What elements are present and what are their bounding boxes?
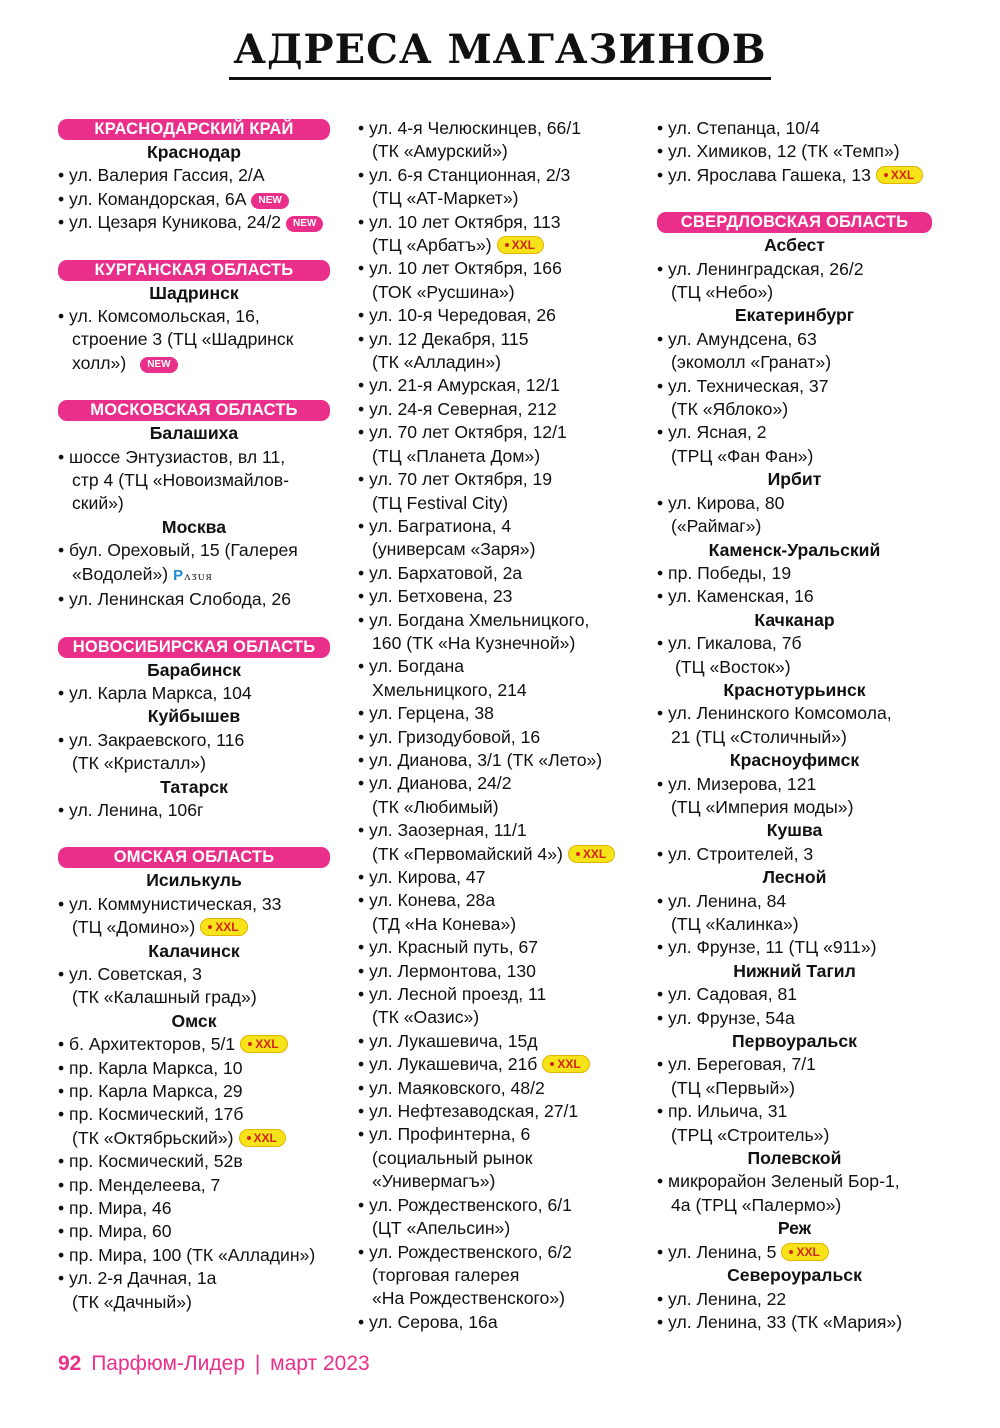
xxl-badge: XXL — [876, 166, 923, 184]
address-line: • ул. Красный путь, 67 — [358, 937, 539, 958]
city-name: Реж — [777, 1218, 812, 1239]
address-text: • ул. Командорская, 6А — [58, 188, 247, 209]
address-line — [657, 164, 932, 187]
page-title: АДРЕСА МАГАЗИНОВ — [229, 26, 770, 80]
address-line: • ул. Дианова, 3/1 (ТК «Лето») — [358, 749, 603, 770]
address-line: • ул. Лесной проезд, 11 — [358, 984, 547, 1005]
address-text: (ТЦ «Домино») — [72, 917, 196, 938]
city-name: Асбест — [764, 235, 825, 256]
address-line: • ул. Амундсена, 63 — [657, 328, 817, 349]
address-line: (ТРЦ «Фан Фан») — [671, 445, 814, 466]
address-line — [358, 1053, 638, 1076]
address-line: • ул. 10 лет Октября, 113 — [358, 211, 561, 232]
address-line: • ул. Конева, 28а — [358, 890, 496, 911]
address-line: (ТЦ «Планета Дом») — [372, 445, 541, 466]
address-line: • ул. 70 лет Октября, 19 — [358, 469, 553, 490]
new-badge: NEW — [251, 193, 288, 209]
address-line: 4а (ТРЦ «Палермо») — [671, 1194, 842, 1215]
address-line: • ул. Ленинградская, 26/2 — [657, 258, 864, 279]
address-line: • ул. Ленина, 84 — [657, 890, 787, 911]
address-line: • ул. Бетховена, 23 — [358, 586, 513, 607]
issue-date: март 2023 — [270, 1352, 370, 1375]
address-line: «На Рождественского») — [372, 1288, 565, 1309]
address-line: • ул. Гризодубовой, 16 — [358, 726, 541, 747]
city-name: Кушва — [766, 820, 823, 841]
address-line — [58, 188, 330, 211]
column-1 — [58, 117, 330, 1314]
city-name: Татарск — [160, 776, 228, 797]
address-line: (ТЦ «Небо») — [671, 282, 774, 303]
address-text: (ТК «Октябрьский») — [72, 1127, 234, 1148]
address-line — [358, 843, 638, 866]
address-line — [58, 352, 330, 375]
address-line: • ул. Ленина, 33 (ТК «Мария») — [657, 1311, 903, 1332]
address-line: (ТК «Калашный град») — [72, 987, 257, 1008]
address-line: • ул. Рождественского, 6/2 — [358, 1241, 572, 1262]
address-line: • пр. Менделеева, 7 — [58, 1174, 221, 1195]
address-text: • б. Архитекторов, 5/1 — [58, 1034, 236, 1055]
address-line: • ул. Серова, 16а — [358, 1311, 498, 1332]
address-line: (ТЦ «Калинка») — [671, 914, 799, 934]
city-name: Екатеринбург — [734, 305, 855, 326]
new-badge: NEW — [286, 216, 323, 232]
address-line: • ул. 12 Декабря, 115 — [358, 328, 529, 349]
address-line: • пр. Космический, 52в — [58, 1151, 243, 1172]
address-line: (ТК «Любимый) — [372, 796, 499, 817]
address-line: (ТОК «Русшина») — [372, 281, 515, 302]
address-line: • ул. Каменская, 16 — [657, 586, 814, 607]
address-line: (ЦТ «Апельсин») — [372, 1218, 511, 1239]
address-line: • микрорайон Зеленый Бор-1, — [657, 1171, 900, 1192]
city-name: Барабинск — [147, 659, 241, 680]
address-line: Хмельницкого, 214 — [372, 679, 527, 700]
new-badge: NEW — [140, 357, 177, 373]
address-line: (ТЦ «АТ-Маркет») — [372, 188, 519, 209]
address-text: • ул. Ленина, 5 — [657, 1241, 777, 1262]
address-line: • ул. Лукашевича, 15д — [358, 1030, 538, 1051]
city-name: Нижний Тагил — [733, 960, 856, 981]
address-line: • ул. Коммунистическая, 33 — [58, 893, 282, 914]
address-line: 21 (ТЦ «Столичный») — [671, 726, 847, 747]
region-header: МОСКОВСКАЯ ОБЛАСТЬ — [58, 400, 330, 421]
address-line: (ТК «Дачный») — [72, 1291, 192, 1312]
address-line: • ул. Богдана — [358, 656, 465, 677]
address-line: • ул. Ясная, 2 — [657, 422, 767, 443]
address-line: (ТЦ «Первый») — [671, 1077, 795, 1098]
address-line: • ул. 4-я Челюскинцев, 66/1 — [358, 118, 582, 138]
address-line: (ТК «Оазис») — [372, 1007, 480, 1028]
address-line: • ул. Кирова, 47 — [358, 867, 486, 887]
address-line: • ул. 10 лет Октября, 166 — [358, 258, 562, 279]
address-line: • бул. Ореховый, 15 (Галерея — [58, 540, 298, 561]
address-text: «Водолей») — [72, 563, 169, 584]
address-text: (ТК «Первомайский 4») — [372, 843, 563, 864]
address-line: • ул. Ленинская Слобода, 26 — [58, 589, 291, 610]
address-line: • ул. Ленинского Комсомола, — [657, 703, 892, 724]
address-line: • пр. Мира, 100 (ТК «Алладин») — [58, 1244, 316, 1265]
region-header: НОВОСИБИРСКАЯ ОБЛАСТЬ — [58, 637, 330, 658]
address-line: • ул. 6-я Станционная, 2/3 — [358, 164, 571, 185]
address-line: • пр. Ильича, 31 — [657, 1101, 788, 1122]
column-2 — [358, 117, 638, 1334]
address-line: • ул. 2-я Дачная, 1а — [58, 1268, 217, 1289]
address-line: (ТРЦ «Строитель») — [671, 1124, 830, 1145]
address-line — [58, 211, 330, 234]
address-line: • ул. Бархатовой, 2а — [358, 562, 523, 583]
region-header: КРАСНОДАРСКИЙ КРАЙ — [58, 119, 330, 140]
address-line: • ул. Заозерная, 11/1 — [358, 820, 527, 841]
address-line: (экомолл «Гранат») — [671, 352, 832, 373]
address-line: • пр. Карла Маркса, 29 — [58, 1081, 243, 1101]
address-line: (социальный рынок — [372, 1147, 533, 1168]
magazine-name: Парфюм-Лидер — [91, 1352, 246, 1375]
address-line: • ул. Техническая, 37 — [657, 375, 829, 396]
footer-separator: | — [254, 1352, 261, 1375]
address-line: • ул. 24-я Северная, 212 — [358, 398, 557, 419]
address-line: • ул. Кирова, 80 — [657, 492, 785, 513]
city-name: Балашиха — [149, 423, 239, 444]
address-line: ский») — [72, 493, 124, 514]
address-line: (ТК «Кристалл») — [72, 753, 207, 774]
region-header: КУРГАНСКАЯ ОБЛАСТЬ — [58, 260, 330, 281]
address-line: • ул. Закраевского, 116 — [58, 729, 245, 750]
address-line — [358, 234, 638, 257]
city-name: Качканар — [754, 609, 835, 630]
address-line — [58, 563, 330, 588]
address-line: • ул. Береговая, 7/1 — [657, 1054, 816, 1075]
address-line: (универсам «Заря») — [372, 539, 536, 560]
address-line: (ТЦ «Восток») — [675, 656, 791, 677]
address-line: (ТК «Алладин») — [372, 352, 502, 373]
address-text: • ул. Валерия Гассия, 2/А — [58, 165, 265, 186]
address-line: • ул. Лермонтова, 130 — [358, 960, 536, 981]
address-line: • шоссе Энтузиастов, вл 11, — [58, 446, 286, 467]
address-line: • ул. Советская, 3 — [58, 963, 202, 984]
city-name: Лесной — [762, 867, 827, 888]
address-line: • ул. Садовая, 81 — [657, 984, 798, 1005]
xxl-badge: XXL — [240, 1035, 287, 1053]
address-line — [657, 1241, 932, 1264]
city-name: Каменск-Уральский — [708, 539, 881, 560]
page-number: 92 — [58, 1352, 82, 1375]
city-name: Калачинск — [148, 940, 240, 961]
address-line: (ТК «Амурский») — [372, 141, 508, 162]
xxl-badge: XXL — [568, 845, 615, 863]
city-name: Краснодар — [147, 142, 241, 162]
address-line: • ул. Рождественского, 6/1 — [358, 1194, 572, 1215]
address-line: • ул. Багратиона, 4 — [358, 515, 512, 536]
address-line: • ул. Нефтезаводская, 27/1 — [358, 1101, 579, 1122]
rasya-logo-icon: Pᴧᴣᴜᴙ — [173, 566, 213, 584]
address-line: «Универмагъ») — [372, 1171, 496, 1192]
column-3 — [657, 117, 932, 1334]
address-line: (ТК «Яблоко») — [671, 399, 789, 420]
address-line: • ул. Фрунзе, 11 (ТЦ «911») — [657, 937, 877, 958]
address-line: • ул. Гикалова, 7б — [657, 633, 802, 654]
xxl-badge: XXL — [239, 1129, 286, 1147]
city-name: Первоуральск — [732, 1031, 857, 1052]
city-name: Омск — [171, 1010, 217, 1031]
address-line: • ул. Богдана Хмельницкого, — [358, 609, 590, 630]
address-line: (торговая галерея — [372, 1264, 520, 1285]
address-text: холл») — [72, 352, 127, 373]
xxl-badge: XXL — [200, 918, 247, 936]
address-line: (ТЦ «Империя моды») — [671, 796, 854, 817]
city-name: Красноуфимск — [729, 750, 860, 771]
address-line: • ул. Фрунзе, 54а — [657, 1007, 795, 1028]
page-title-wrap — [0, 26, 1000, 80]
address-text: (ТЦ «Арбатъ») — [372, 235, 492, 256]
address-line: • ул. Строителей, 3 — [657, 843, 814, 864]
xxl-badge: XXL — [781, 1243, 828, 1261]
address-text: • ул. Лукашевича, 21б — [358, 1054, 538, 1075]
page-footer — [58, 1352, 370, 1376]
address-line: • ул. Профинтерна, 6 — [358, 1124, 531, 1145]
address-line: • ул. Ленина, 22 — [657, 1288, 787, 1309]
address-line: • ул. Маяковского, 48/2 — [358, 1077, 545, 1098]
address-line: стр 4 (ТЦ «Новоизмайлов- — [72, 470, 289, 491]
address-line — [58, 1033, 330, 1056]
city-name: Североуральск — [727, 1265, 862, 1286]
city-name: Москва — [161, 516, 227, 537]
address-line: • ул. 10-я Чередовая, 26 — [358, 305, 556, 326]
address-line: • пр. Мира, 60 — [58, 1221, 172, 1242]
address-line: (ТЦ Festival City) — [372, 492, 509, 513]
address-line: • ул. Ленина, 106г — [58, 799, 204, 820]
region-header: СВЕРДЛОВСКАЯ ОБЛАСТЬ — [657, 212, 932, 233]
address-line: • ул. Карла Маркса, 104 — [58, 682, 252, 703]
city-name: Исилькуль — [146, 870, 242, 891]
city-name: Куйбышев — [147, 706, 241, 727]
address-line: • ул. Степанца, 10/4 — [657, 118, 820, 138]
address-line: (ТД «На Конева») — [372, 913, 517, 934]
address-line: • ул. Герцена, 38 — [358, 703, 494, 724]
address-line: • ул. Комсомольская, 16, — [58, 306, 260, 327]
address-line: • пр. Мира, 46 — [58, 1198, 172, 1219]
address-line: • пр. Победы, 19 — [657, 562, 792, 583]
address-line — [58, 1127, 330, 1150]
city-name: Полевской — [747, 1148, 842, 1169]
address-line: • ул. Мизерова, 121 — [657, 773, 817, 794]
xxl-badge: XXL — [497, 236, 544, 254]
city-name: Ирбит — [767, 469, 822, 490]
city-name: Шадринск — [149, 282, 239, 303]
address-line — [58, 164, 330, 187]
address-line: • ул. Дианова, 24/2 — [358, 773, 512, 794]
address-line: • ул. 70 лет Октября, 12/1 — [358, 422, 567, 443]
region-header: ОМСКАЯ ОБЛАСТЬ — [58, 847, 330, 868]
address-line: • пр. Карла Маркса, 10 — [58, 1057, 243, 1078]
xxl-badge: XXL — [542, 1055, 589, 1073]
address-line: («Раймаг») — [671, 516, 762, 537]
address-line: • ул. Химиков, 12 (ТК «Темп») — [657, 141, 900, 162]
address-line: • ул. 21-я Амурская, 12/1 — [358, 375, 560, 396]
city-name: Краснотурьинск — [723, 679, 866, 700]
address-text: • ул. Цезаря Куникова, 24/2 — [58, 212, 281, 233]
address-line: • пр. Космический, 17б — [58, 1104, 244, 1125]
address-line: 160 (ТК «На Кузнечной») — [372, 632, 576, 653]
address-text: • ул. Ярослава Гашека, 13 — [657, 164, 871, 185]
address-line — [58, 916, 330, 939]
address-line: строение 3 (ТЦ «Шадринск — [72, 329, 294, 350]
